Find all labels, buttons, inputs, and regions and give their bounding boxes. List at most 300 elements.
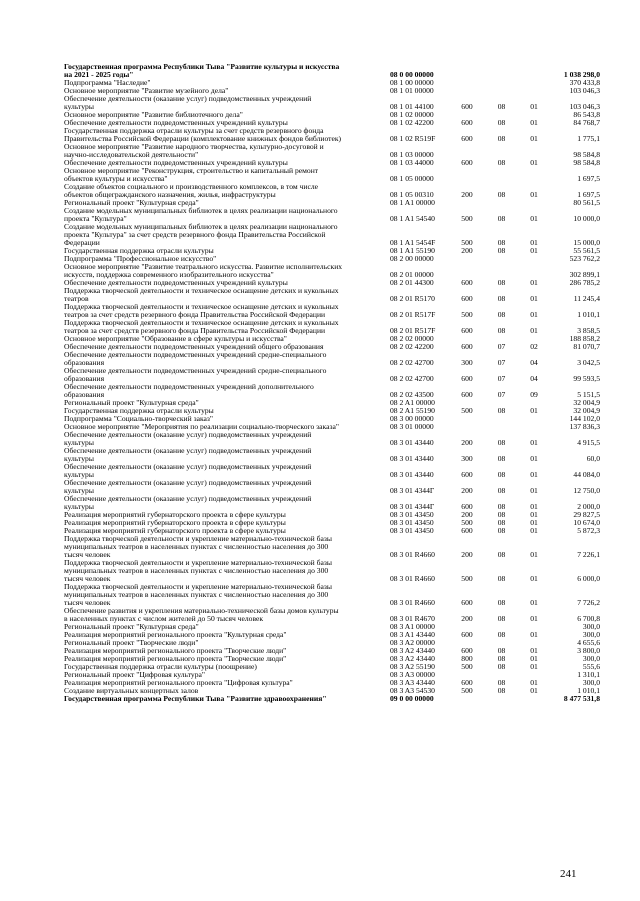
target-article-code: 08 0 00 00000 xyxy=(390,70,434,79)
target-article-code: 08 2 A1 00000 xyxy=(390,398,435,407)
table-row xyxy=(64,207,600,223)
row-name: Поддержка творческой деятельности и техническое оснащение детских и кукольных театров за счет средств резервного фонда Правительства Российской Федерации xyxy=(64,302,339,319)
expense-type-code: 200 xyxy=(461,190,473,199)
section-code: 08 xyxy=(497,678,506,687)
table-row xyxy=(64,183,600,199)
section-code: 08 xyxy=(497,614,506,623)
target-article-code: 08 2 02 42200 xyxy=(390,342,434,351)
subsection-code xyxy=(517,87,551,95)
page-number: 241 xyxy=(560,868,577,880)
expense-type-code: 200 xyxy=(461,246,473,255)
expense-type-code xyxy=(448,415,486,423)
amount: 4 915,5 xyxy=(577,438,600,447)
expense-type-code: 600 xyxy=(461,118,473,127)
target-article-code: 08 3 01 R4660 xyxy=(390,574,435,583)
subsection-code: 01 xyxy=(530,278,538,287)
subsection-code: 01 xyxy=(530,238,538,247)
amount: 98 584,8 xyxy=(573,158,600,167)
amount: 8 477 531,8 xyxy=(563,694,600,703)
subsection-code: 01 xyxy=(530,646,538,655)
subsection-code: 04 xyxy=(530,358,538,367)
section-code: 08 xyxy=(497,470,506,479)
expense-type-code xyxy=(448,255,486,263)
target-article-code: 08 3 01 43450 xyxy=(390,518,434,527)
row-name: Реализация мероприятий губернаторского проекта в сфере культуры xyxy=(64,518,286,527)
subsection-code xyxy=(517,255,551,263)
target-article-code: 08 2 01 44300 xyxy=(390,278,434,287)
section-code: 08 xyxy=(497,646,506,655)
subsection-code: 01 xyxy=(530,214,538,223)
subsection-code: 01 xyxy=(530,574,538,583)
section-code: 08 xyxy=(497,214,506,223)
amount: 3 858,5 xyxy=(577,326,600,335)
section-code: 08 xyxy=(497,662,506,671)
target-article-code: 08 2 02 42700 xyxy=(390,374,434,383)
section-code: 08 xyxy=(497,486,506,495)
expense-type-code xyxy=(448,87,486,95)
row-name: Поддержка творческой деятельности и укрепление материально-технической базы муниципальных театров в населенных пунктах с численностью населения до 300 тысяч человек xyxy=(64,582,332,607)
subsection-code: 01 xyxy=(530,190,538,199)
subsection-code: 01 xyxy=(530,158,538,167)
section-code xyxy=(486,263,517,279)
table-row xyxy=(64,143,600,159)
expense-type-code: 500 xyxy=(461,662,473,671)
expense-type-code xyxy=(448,143,486,159)
table-row xyxy=(64,383,600,399)
subsection-code: 01 xyxy=(530,454,538,463)
expense-type-code: 500 xyxy=(461,686,473,695)
expense-type-code: 600 xyxy=(461,134,473,143)
subsection-code xyxy=(517,415,551,423)
row-name: Обеспечение деятельности подведомственных учреждений общего образования xyxy=(64,342,324,351)
subsection-code: 02 xyxy=(530,342,538,351)
section-code: 08 xyxy=(497,654,506,663)
table-row xyxy=(64,535,600,559)
target-article-code: 08 1 03 00000 xyxy=(390,150,434,159)
expense-type-code xyxy=(448,695,486,703)
amount: 80 561,5 xyxy=(573,198,600,207)
section-code xyxy=(486,199,517,207)
section-code xyxy=(486,87,517,95)
subsection-code: 09 xyxy=(530,390,538,399)
row-name: Региональный проект "Культурная среда" xyxy=(64,398,199,407)
section-code: 08 xyxy=(497,438,506,447)
expense-type-code xyxy=(448,199,486,207)
subsection-code: 01 xyxy=(530,662,538,671)
expense-type-code: 200 xyxy=(461,614,473,623)
section-code: 08 xyxy=(497,278,506,287)
row-name: Государственная программа Республики Тыва "Развитие здравоохранения" xyxy=(64,694,327,703)
table-row xyxy=(64,495,600,511)
table-row xyxy=(64,583,600,607)
amount: 555,6 xyxy=(582,662,600,671)
target-article-code: 08 3 01 R4660 xyxy=(390,550,435,559)
target-article-code: 08 3 00 00000 xyxy=(390,414,434,423)
section-code: 08 xyxy=(497,118,506,127)
expense-type-code: 800 xyxy=(461,654,473,663)
target-article-code: 08 1 03 44000 xyxy=(390,158,434,167)
section-code: 08 xyxy=(497,518,506,527)
expense-type-code: 600 xyxy=(461,678,473,687)
amount: 86 543,8 xyxy=(573,110,600,119)
target-article-code: 08 1 A1 55190 xyxy=(390,246,435,255)
target-article-code: 08 2 01 R5170 xyxy=(390,294,435,303)
table-row xyxy=(64,463,600,479)
table-row xyxy=(64,223,600,247)
subsection-code: 01 xyxy=(530,678,538,687)
amount: 32 004,9 xyxy=(573,406,600,415)
subsection-code xyxy=(517,263,551,279)
subsection-code: 01 xyxy=(530,102,538,111)
row-name: Обеспечение деятельности подведомственных учреждений дополнительного образования xyxy=(64,382,314,399)
target-article-code: 08 3 A1 43440 xyxy=(390,630,435,639)
expense-type-code: 500 xyxy=(461,310,473,319)
target-article-code: 08 1 A1 54540 xyxy=(390,214,435,223)
amount: 3 042,5 xyxy=(577,358,600,367)
target-article-code: 08 3 01 4344Г xyxy=(390,502,435,511)
amount: 7 726,2 xyxy=(577,598,600,607)
amount: 137 836,3 xyxy=(569,422,600,431)
target-article-code: 08 3 A3 00000 xyxy=(390,670,435,679)
amount: 29 827,5 xyxy=(573,510,600,519)
amount: 370 433,8 xyxy=(569,78,600,87)
amount: 2 000,0 xyxy=(577,502,600,511)
amount: 300,0 xyxy=(582,630,600,639)
amount: 1 697,5 xyxy=(577,174,600,183)
expense-type-code: 600 xyxy=(461,390,473,399)
row-name: Государственная программа Республики Тыва "Развитие культуры и искусства на 2021 - 2025 годы" xyxy=(64,62,340,79)
section-code xyxy=(486,167,517,183)
subsection-code: 01 xyxy=(530,118,538,127)
subsection-code xyxy=(517,167,551,183)
row-name: Государственная поддержка отрасли культуры (поощрение) xyxy=(64,662,257,671)
table-row xyxy=(64,263,600,279)
section-code: 08 xyxy=(497,326,506,335)
amount: 44 084,0 xyxy=(573,470,600,479)
expense-type-code: 600 xyxy=(461,502,473,511)
expense-type-code xyxy=(448,167,486,183)
target-article-code: 08 3 01 4344Г xyxy=(390,486,435,495)
row-name: Государственная поддержка отрасли культуры за счет средств резервного фонда Правительства Российской Федерации (комплектование книжных фондов библиотек) xyxy=(64,126,342,143)
table-row xyxy=(64,319,600,335)
row-name: Региональный проект "Цифровая культура" xyxy=(64,670,205,679)
table-row xyxy=(64,431,600,447)
table-row xyxy=(64,95,600,111)
row-name: Обеспечение деятельности (оказание услуг) подведомственных учреждений культуры xyxy=(64,446,312,463)
table-row xyxy=(64,351,600,367)
target-article-code: 08 3 A2 43440 xyxy=(390,654,435,663)
row-name: Подпрограмма "Социально-творческий заказ" xyxy=(64,414,213,423)
subsection-code xyxy=(517,79,551,87)
target-article-code: 08 3 A1 00000 xyxy=(390,622,435,631)
row-name: Обеспечение деятельности (оказание услуг) подведомственных учреждений культуры xyxy=(64,478,312,495)
expense-type-code: 600 xyxy=(461,374,473,383)
expense-type-code: 500 xyxy=(461,574,473,583)
section-code: 08 xyxy=(497,454,506,463)
expense-type-code: 600 xyxy=(461,526,473,535)
amount: 84 768,7 xyxy=(573,118,600,127)
row-name: Обеспечение деятельности подведомственных учреждений культуры xyxy=(64,118,288,127)
expense-type-code: 600 xyxy=(461,598,473,607)
subsection-code xyxy=(517,63,551,79)
section-code: 08 xyxy=(497,134,506,143)
table-row xyxy=(64,167,600,183)
subsection-code: 01 xyxy=(530,502,538,511)
subsection-code: 01 xyxy=(530,134,538,143)
target-article-code: 08 3 A2 43440 xyxy=(390,646,435,655)
row-name: Подпрограмма "Профессиональное искусство" xyxy=(64,254,217,263)
subsection-code: 01 xyxy=(530,486,538,495)
amount: 11 245,4 xyxy=(573,294,600,303)
subsection-code: 01 xyxy=(530,526,538,535)
row-name: Обеспечение деятельности подведомственных учреждений средне-специального образования xyxy=(64,350,327,367)
row-name: Реализация мероприятий регионального проекта "Цифровая культура" xyxy=(64,678,293,687)
amount: 55 561,5 xyxy=(573,246,600,255)
amount: 15 000,0 xyxy=(573,238,600,247)
section-code: 08 xyxy=(497,574,506,583)
amount: 5 872,3 xyxy=(577,526,600,535)
amount: 1 010,1 xyxy=(577,686,600,695)
subsection-code: 01 xyxy=(530,630,538,639)
target-article-code: 08 2 00 00000 xyxy=(390,254,434,263)
table-row xyxy=(64,479,600,495)
amount: 188 858,2 xyxy=(569,334,600,343)
section-code xyxy=(486,63,517,79)
row-name: Реализация мероприятий губернаторского проекта в сфере культуры xyxy=(64,526,286,535)
target-article-code: 08 3 01 00000 xyxy=(390,422,434,431)
table-row xyxy=(64,63,600,79)
row-name: Поддержка творческой деятельности и укрепление материально-технической базы муниципальных театров в населенных пунктах с численностью населения до 300 тысяч человек xyxy=(64,534,332,559)
target-article-code: 08 3 A3 54530 xyxy=(390,686,435,695)
amount: 300,0 xyxy=(582,678,600,687)
section-code: 08 xyxy=(497,190,506,199)
subsection-code: 01 xyxy=(530,310,538,319)
target-article-code: 08 3 A2 00000 xyxy=(390,638,435,647)
table-row xyxy=(64,367,600,383)
section-code xyxy=(486,79,517,87)
table-row xyxy=(64,287,600,303)
target-article-code: 08 1 01 00000 xyxy=(390,86,434,95)
subsection-code: 01 xyxy=(530,518,538,527)
section-code: 08 xyxy=(497,238,506,247)
expense-type-code: 500 xyxy=(461,214,473,223)
section-code: 07 xyxy=(497,390,506,399)
target-article-code: 08 2 02 00000 xyxy=(390,334,434,343)
subsection-code: 01 xyxy=(530,686,538,695)
row-name: Основное мероприятие "Мероприятия по реализации социально-творческого заказа" xyxy=(64,422,339,431)
subsection-code xyxy=(517,199,551,207)
row-name: Обеспечение деятельности (оказание услуг) подведомственных учреждений культуры xyxy=(64,430,312,447)
subsection-code: 01 xyxy=(530,654,538,663)
row-name: Региональный проект "Культурная среда" xyxy=(64,198,199,207)
row-name: Обеспечение деятельности (оказание услуг) подведомственных учреждений культуры xyxy=(64,94,312,111)
section-code xyxy=(486,143,517,159)
subsection-code: 01 xyxy=(530,470,538,479)
amount: 7 226,1 xyxy=(577,550,600,559)
expense-type-code: 600 xyxy=(461,646,473,655)
subsection-code: 01 xyxy=(530,438,538,447)
amount: 99 593,5 xyxy=(573,374,600,383)
table-row xyxy=(64,127,600,143)
row-name: Государственная поддержка отрасли культуры xyxy=(64,406,214,415)
subsection-code: 01 xyxy=(530,550,538,559)
expense-type-code: 500 xyxy=(461,238,473,247)
section-code xyxy=(486,695,517,703)
table-row xyxy=(64,607,600,623)
subsection-code: 01 xyxy=(530,294,538,303)
expense-type-code: 600 xyxy=(461,342,473,351)
section-code: 08 xyxy=(497,294,506,303)
amount: 286 785,2 xyxy=(569,278,600,287)
target-article-code: 08 3 01 43440 xyxy=(390,454,434,463)
amount: 81 070,7 xyxy=(573,342,600,351)
row-name: Государственная поддержка отрасли культуры xyxy=(64,246,214,255)
target-article-code: 08 2 01 R517F xyxy=(390,310,436,319)
budget-table xyxy=(64,63,600,703)
target-article-code: 08 3 A3 43440 xyxy=(390,678,435,687)
table-row xyxy=(64,303,600,319)
amount: 12 750,0 xyxy=(573,486,600,495)
target-article-code: 08 2 01 00000 xyxy=(390,270,434,279)
amount: 4 655,6 xyxy=(577,638,600,647)
section-code: 08 xyxy=(497,510,506,519)
amount: 98 584,8 xyxy=(573,150,600,159)
target-article-code: 08 1 A1 00000 xyxy=(390,198,435,207)
target-article-code: 08 3 01 43440 xyxy=(390,438,434,447)
section-code: 08 xyxy=(497,686,506,695)
section-code: 08 xyxy=(497,246,506,255)
target-article-code: 09 0 00 00000 xyxy=(390,694,434,703)
amount: 103 046,3 xyxy=(569,102,600,111)
table-row xyxy=(64,695,600,703)
target-article-code: 08 1 05 00000 xyxy=(390,174,434,183)
section-code: 07 xyxy=(497,374,506,383)
row-name: Обеспечение деятельности подведомственных учреждений культуры xyxy=(64,158,288,167)
row-name: Основное мероприятие "Развитие театрального искусства. Развитие исполнительских искусств, поддержка современного изобразительного искусства" xyxy=(64,262,343,279)
expense-type-code: 600 xyxy=(461,630,473,639)
section-code xyxy=(486,415,517,423)
expense-type-code xyxy=(448,423,486,431)
expense-type-code: 600 xyxy=(461,278,473,287)
section-code: 08 xyxy=(497,598,506,607)
section-code: 08 xyxy=(497,526,506,535)
subsection-code: 01 xyxy=(530,406,538,415)
amount: 1 310,1 xyxy=(577,670,600,679)
expense-type-code: 200 xyxy=(461,486,473,495)
section-code: 07 xyxy=(497,358,506,367)
amount: 103 046,3 xyxy=(569,86,600,95)
amount: 10 674,0 xyxy=(573,518,600,527)
expense-type-code: 600 xyxy=(461,102,473,111)
row-name: Основное мероприятие "Развитие музейного дела" xyxy=(64,86,229,95)
amount: 1 697,5 xyxy=(577,190,600,199)
row-name: Создание модельных муниципальных библиотек в целях реализации национального проекта "Культура" за счет средств резервного фонда Правительства Российской Федерации xyxy=(64,222,338,247)
target-article-code: 08 3 A2 55190 xyxy=(390,662,435,671)
row-name: Создание виртуальных концертных залов xyxy=(64,686,199,695)
expense-type-code: 600 xyxy=(461,470,473,479)
subsection-code: 01 xyxy=(530,510,538,519)
amount: 6 700,8 xyxy=(577,614,600,623)
target-article-code: 08 1 01 44100 xyxy=(390,102,434,111)
expense-type-code: 600 xyxy=(461,326,473,335)
expense-type-code: 300 xyxy=(461,358,473,367)
expense-type-code: 200 xyxy=(461,510,473,519)
expense-type-code xyxy=(448,263,486,279)
expense-type-code: 600 xyxy=(461,294,473,303)
target-article-code: 08 2 01 R517F xyxy=(390,326,436,335)
section-code: 08 xyxy=(497,310,506,319)
amount: 1 038 298,0 xyxy=(563,70,600,79)
target-article-code: 08 2 A1 55190 xyxy=(390,406,435,415)
expense-type-code: 300 xyxy=(461,454,473,463)
section-code: 08 xyxy=(497,406,506,415)
amount: 1 010,1 xyxy=(577,310,600,319)
section-code: 08 xyxy=(497,630,506,639)
target-article-code: 08 1 A1 5454F xyxy=(390,238,436,247)
amount: 60,0 xyxy=(586,454,600,463)
row-name: Региональный проект "Творческие люди" xyxy=(64,638,199,647)
target-article-code: 08 1 02 42200 xyxy=(390,118,434,127)
row-name: Поддержка творческой деятельности и укрепление материально-технической базы муниципальных театров в населенных пунктах с численностью населения до 300 тысяч человек xyxy=(64,558,332,583)
section-code: 08 xyxy=(497,102,506,111)
row-name: Реализация мероприятий регионального проекта "Культурная среда" xyxy=(64,630,287,639)
row-name: Поддержка творческой деятельности и техническое оснащение детских и кукольных театров xyxy=(64,286,339,303)
target-article-code: 08 1 02 00000 xyxy=(390,110,434,119)
subsection-code: 04 xyxy=(530,374,538,383)
amount: 3 800,0 xyxy=(577,646,600,655)
row-name: Обеспечение деятельности (оказание услуг) подведомственных учреждений культуры xyxy=(64,462,312,479)
section-code: 08 xyxy=(497,158,506,167)
expense-type-code: 600 xyxy=(461,158,473,167)
row-name: Основное мероприятие "Образование в сфере культуры и искусства" xyxy=(64,334,287,343)
subsection-code: 01 xyxy=(530,614,538,623)
amount: 300,0 xyxy=(582,622,600,631)
row-name: Реализация мероприятий регионального проекта "Творческие люди" xyxy=(64,654,287,663)
row-name: Реализация мероприятий регионального проекта "Творческие люди" xyxy=(64,646,287,655)
target-article-code: 08 1 05 00310 xyxy=(390,190,434,199)
subsection-code: 01 xyxy=(530,326,538,335)
row-name: Основное мероприятие "Развитие библиотечного дела" xyxy=(64,110,243,119)
row-name: Создание модельных муниципальных библиотек в целях реализации национального проекта "Культура" xyxy=(64,206,338,223)
row-name: Обеспечение деятельности (оказание услуг) подведомственных учреждений культуры xyxy=(64,494,312,511)
amount: 144 102,0 xyxy=(569,414,600,423)
expense-type-code xyxy=(448,63,486,79)
amount: 6 000,0 xyxy=(577,574,600,583)
row-name: Обеспечение деятельности подведомственных учреждений средне-специального образования xyxy=(64,366,327,383)
target-article-code: 08 3 01 R4670 xyxy=(390,614,435,623)
row-name: Обеспечение развития и укрепления материально-технической базы домов культуры в населенных пунктах с числом жителей до 50 тысяч человек xyxy=(64,606,339,623)
row-name: Реализация мероприятий губернаторского проекта в сфере культуры xyxy=(64,510,286,519)
target-article-code: 08 2 02 43500 xyxy=(390,390,434,399)
row-name: Основное мероприятие "Развитие народного творчества, культурно-досуговой и научно-исследовательской деятельности" xyxy=(64,142,324,159)
expense-type-code: 500 xyxy=(461,518,473,527)
target-article-code: 08 3 01 43440 xyxy=(390,470,434,479)
amount: 1 775,1 xyxy=(577,134,600,143)
subsection-code: 01 xyxy=(530,246,538,255)
amount: 302 899,1 xyxy=(569,270,600,279)
section-code: 08 xyxy=(497,550,506,559)
target-article-code: 08 1 02 R519F xyxy=(390,134,436,143)
expense-type-code: 200 xyxy=(461,438,473,447)
expense-type-code xyxy=(448,79,486,87)
row-name: Создание объектов социального и производственного комплексов, в том числе объектов общегражданского назначения, жилья, инфраструктуры xyxy=(64,182,318,199)
subsection-code xyxy=(517,143,551,159)
target-article-code: 08 2 02 42700 xyxy=(390,358,434,367)
target-article-code: 08 1 00 00000 xyxy=(390,78,434,87)
amount: 523 762,2 xyxy=(569,254,600,263)
amount: 5 151,5 xyxy=(577,390,600,399)
section-code xyxy=(486,255,517,263)
